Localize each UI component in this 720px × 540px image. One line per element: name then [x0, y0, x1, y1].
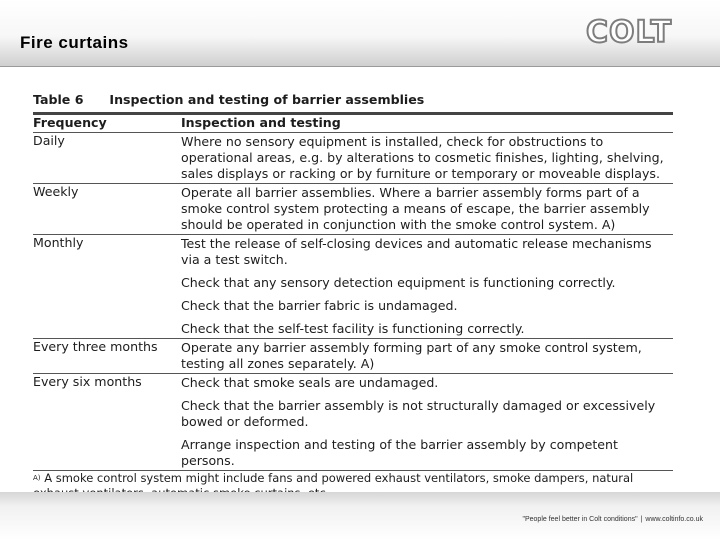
inspection-cell [181, 374, 673, 471]
inspection-table [33, 112, 673, 507]
inspection-item: Check that the barrier assembly is not structurally damaged or excessively bowed or deformed. [181, 398, 656, 429]
table-number: Table 6 [33, 92, 84, 107]
page-title: Fire curtains [20, 33, 129, 52]
frequency-cell: Daily [33, 133, 181, 184]
inspection-item: Operate any barrier assembly forming part of any smoke control system, testing all zones separately. A) [181, 340, 642, 371]
table-row [33, 374, 673, 471]
inspection-item: Operate all barrier assemblies. Where a barrier assembly forms part of a smoke control system protecting a means of escape, the barrier assembly should be operated in conjunction with the smoke control system. A) [181, 185, 650, 232]
inspection-item: Check that the self-test facility is functioning correctly. [181, 321, 525, 336]
footnote-mark: A) [33, 474, 41, 482]
header-frequency: Frequency [33, 115, 107, 130]
frequency-cell: Every three months [33, 339, 181, 374]
inspection-cell [181, 339, 673, 374]
frequency-cell: Every six months [33, 374, 181, 471]
inspection-item: Check that the barrier fabric is undamaged. [181, 298, 458, 313]
table-caption [33, 92, 673, 112]
table-row [33, 235, 673, 339]
table-row [33, 339, 673, 374]
inspection-item: Check that smoke seals are undamaged. [181, 375, 439, 390]
header-bar [0, 0, 720, 67]
inspection-cell [181, 235, 673, 339]
table-row [33, 184, 673, 235]
footer-bar [0, 492, 720, 540]
header-inspection: Inspection and testing [181, 115, 341, 130]
footer-website-link[interactable]: www.coltinfo.co.uk [645, 516, 703, 523]
inspection-item: Check that any sensory detection equipment is functioning correctly. [181, 275, 616, 290]
colt-logo: COLT [586, 15, 673, 50]
inspection-item: Test the release of self-closing devices and automatic release mechanisms via a test switch. [181, 236, 652, 267]
footnote-text: A smoke control system might include fans and powered exhaust ventilators, smoke dampers, natural [44, 471, 634, 485]
inspection-item: Arrange inspection and testing of the barrier assembly by competent persons. [181, 437, 618, 468]
table-title: Inspection and testing of barrier assemblies [109, 92, 425, 107]
footer-tagline: "People feel better in Colt conditions" [522, 516, 638, 523]
footer-separator: | [640, 516, 643, 523]
footer-text [522, 516, 703, 523]
table-header-row [33, 114, 673, 133]
inspection-cell [181, 133, 673, 184]
frequency-cell: Monthly [33, 235, 181, 339]
frequency-cell: Weekly [33, 184, 181, 235]
inspection-item: Where no sensory equipment is installed, check for obstructions to operational areas, e.g. by alterations to cosmetic finishes, lighting, shelving, sales displays or racking or by furniture or temporary or moveable displays. [181, 134, 664, 181]
document-area [33, 92, 673, 507]
table-row [33, 133, 673, 184]
inspection-cell [181, 184, 673, 235]
